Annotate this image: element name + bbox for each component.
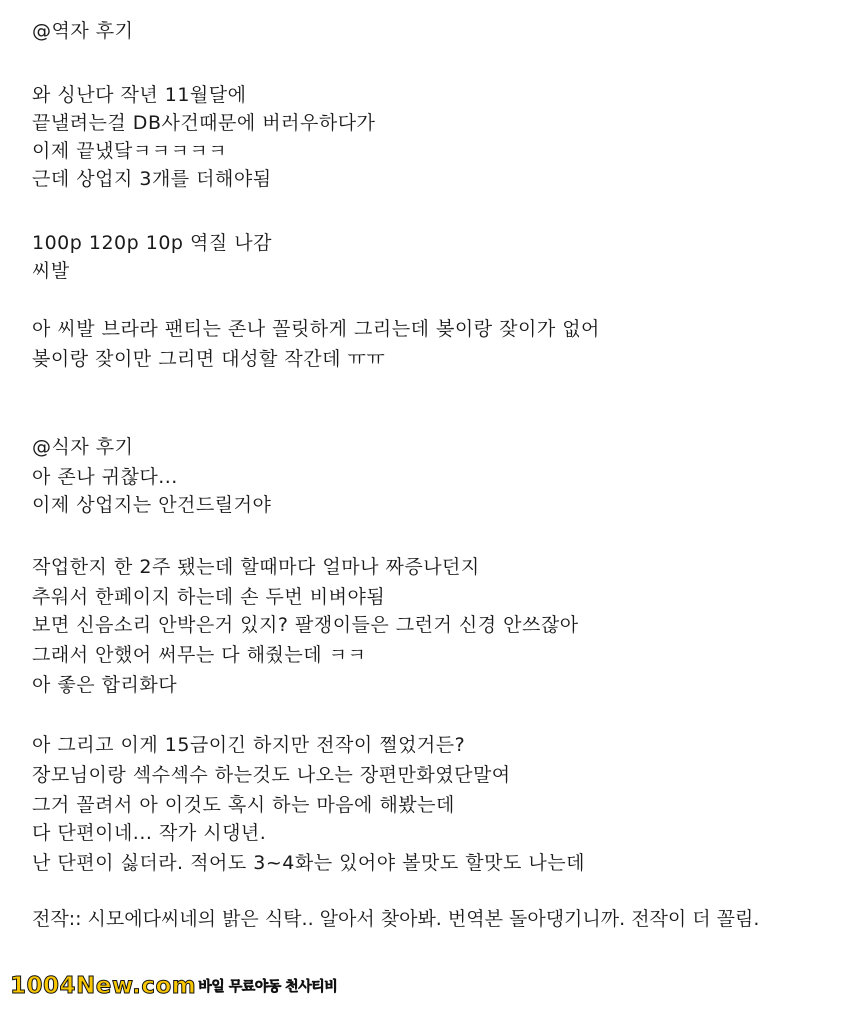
text-line: 끝낼려는걸 DB사건때문에 버러우하다가 [32, 112, 376, 134]
typesetter-afterword-heading: @식자 후기 [32, 436, 134, 458]
text-line: 아 좋은 합리화다 [32, 674, 178, 696]
text-line: 와 싱난다 작년 11월달에 [32, 84, 247, 106]
text-line: 아 그리고 이게 15금이긴 하지만 전작이 쩔었거든? [32, 734, 466, 756]
text-line: 씨발 [32, 260, 70, 282]
watermark-logo: 1004New.com [10, 973, 197, 999]
site-watermark [10, 970, 337, 1002]
text-line: 전작:: 시모에다씨네의 밝은 식탁.. 알아서 찾아봐. 번역본 돌아댕기니까. 전작이 더 꼴림. [32, 908, 760, 930]
watermark-tagline: 바일 무료야동 천사티비 [198, 979, 338, 995]
text-line: 다 단편이네... 작가 시댕년. [32, 822, 267, 844]
text-line: 보면 신음소리 안박은거 있지? 팔쟁이들은 그런거 신경 안쓰잖아 [32, 614, 579, 636]
text-line: 장모님이랑 섹수섹수 하는것도 나오는 장편만화였단말여 [32, 764, 511, 786]
text-line: 난 단편이 싫더라. 적어도 3~4화는 있어야 볼맛도 할맛도 나는데 [32, 852, 585, 874]
text-line: 아 존나 귀찮다... [32, 466, 178, 488]
translator-afterword-heading: @역자 후기 [32, 20, 134, 42]
text-line: 100p 120p 10p 역질 나감 [32, 232, 272, 254]
text-line: 이제 끝냈닼ㅋㅋㅋㅋㅋ [32, 140, 228, 162]
text-line: 그거 꼴려서 아 이것도 혹시 하는 마음에 해봤는데 [32, 794, 455, 816]
text-line: 이제 상업지는 안건드릴거야 [32, 494, 272, 516]
text-line: 추워서 한페이지 하는데 손 두번 비벼야됨 [32, 586, 386, 608]
text-line: 근데 상업지 3개를 더해야됨 [32, 168, 272, 190]
text-line: 봊이랑 잦이만 그리면 대성할 작간데 ㅠㅠ [32, 348, 386, 370]
text-line: 그래서 안했어 써무는 다 해줬는데 ㅋㅋ [32, 644, 367, 666]
text-line: 작업한지 한 2주 됐는데 할때마다 얼마나 짜증나던지 [32, 556, 480, 578]
text-line: 아 씨발 브라라 팬티는 존나 꼴릿하게 그리는데 봊이랑 잦이가 없어 [32, 318, 600, 340]
